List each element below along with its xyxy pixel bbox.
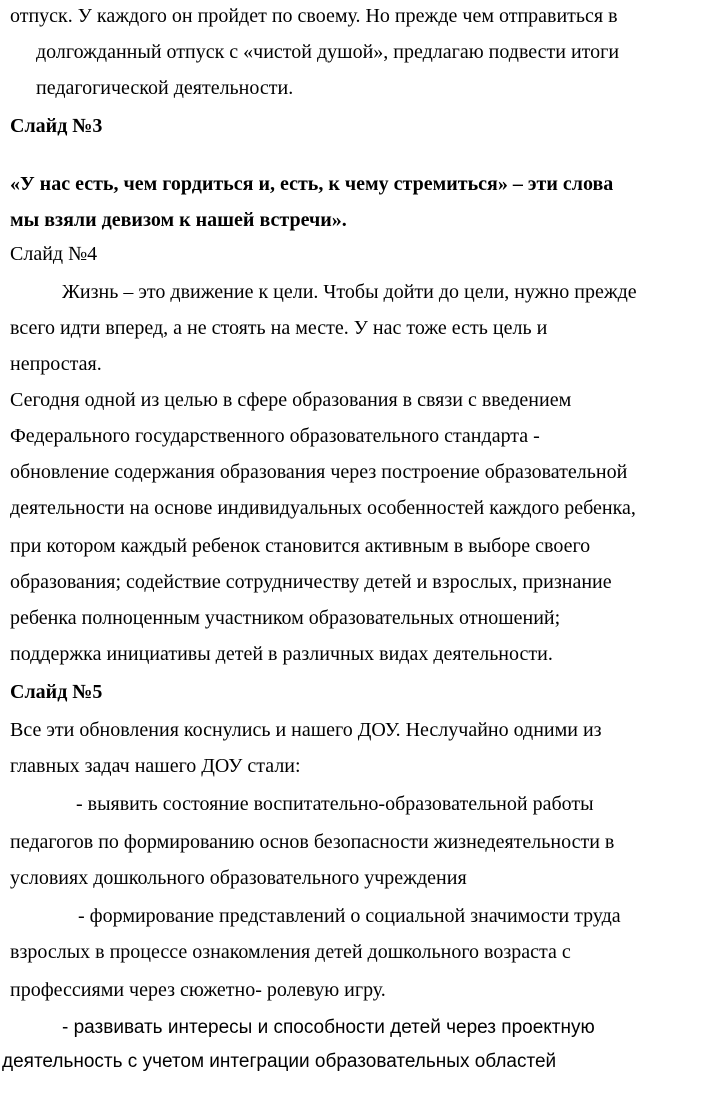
slide4-p1-line-1: Жизнь – это движение к цели. Чтобы дойти до цели, нужно прежде	[62, 281, 637, 303]
slide5-intro-line-1: Все эти обновления коснулись и нашего ДОУ. Неслучайно одними из	[10, 719, 602, 741]
slide4-p1-line-3: непростая.	[10, 353, 102, 375]
task2-line-3: профессиями через сюжетно- ролевую игру.	[10, 979, 386, 1001]
task1-line-3: условиях дошкольного образовательного учреждения	[10, 867, 467, 889]
slide4-heading: Слайд №4	[10, 243, 98, 265]
task1-line-2: педагогов по формированию основ безопасности жизнедеятельности в	[10, 831, 615, 853]
slide5-intro-line-2: главных задач нашего ДОУ стали:	[10, 755, 301, 777]
task1-line-1: - выявить состояние воспитательно-образовательной работы	[76, 793, 594, 815]
slide4-p2-line-1: Сегодня одной из целью в сфере образования в связи с введением	[10, 389, 572, 411]
task2-line-1: - формирование представлений о социальной значимости труда	[78, 905, 621, 927]
intro-line-3: педагогической деятельности.	[36, 77, 294, 99]
task3-line-2: деятельность с учетом интеграции образовательных областей	[2, 1051, 557, 1072]
task3-line-1: - развивать интересы и способности детей через проектную	[62, 1017, 595, 1038]
slide5-heading: Слайд №5	[10, 681, 103, 703]
slide4-p2-line-3: обновление содержания образования через построение образовательной	[10, 461, 628, 483]
intro-line-2: долгожданный отпуск с «чистой душой», предлагаю подвести итоги	[36, 41, 620, 63]
task2-line-2: взрослых в процессе ознакомления детей дошкольного возраста с	[10, 941, 571, 963]
slide3-motto-line-2: мы взяли девизом к нашей встречи».	[10, 209, 347, 231]
slide4-p2-line-2: Федерального государственного образовательного стандарта -	[10, 425, 540, 447]
intro-line-1: отпуск. У каждого он пройдет по своему. Но прежде чем отправиться в	[10, 5, 618, 27]
slide4-p2-line-4: деятельности на основе индивидуальных особенностей каждого ребенка,	[10, 497, 636, 519]
slide4-p2-line-7: ребенка полноценным участником образовательных отношений;	[10, 607, 561, 629]
slide3-heading: Слайд №3	[10, 115, 103, 137]
slide4-p1-line-2: всего идти вперед, а не стоять на месте. У нас тоже есть цель и	[10, 317, 548, 339]
slide4-p2-line-5: при котором каждый ребенок становится активным в выборе своего	[10, 535, 591, 557]
slide4-p2-line-6: образования; содействие сотрудничеству детей и взрослых, признание	[10, 571, 612, 593]
slide4-p2-line-8: поддержка инициативы детей в различных видах деятельности.	[10, 643, 553, 665]
slide3-motto-line-1: «У нас есть, чем гордиться и, есть, к чему стремиться» – эти слова	[10, 173, 614, 195]
